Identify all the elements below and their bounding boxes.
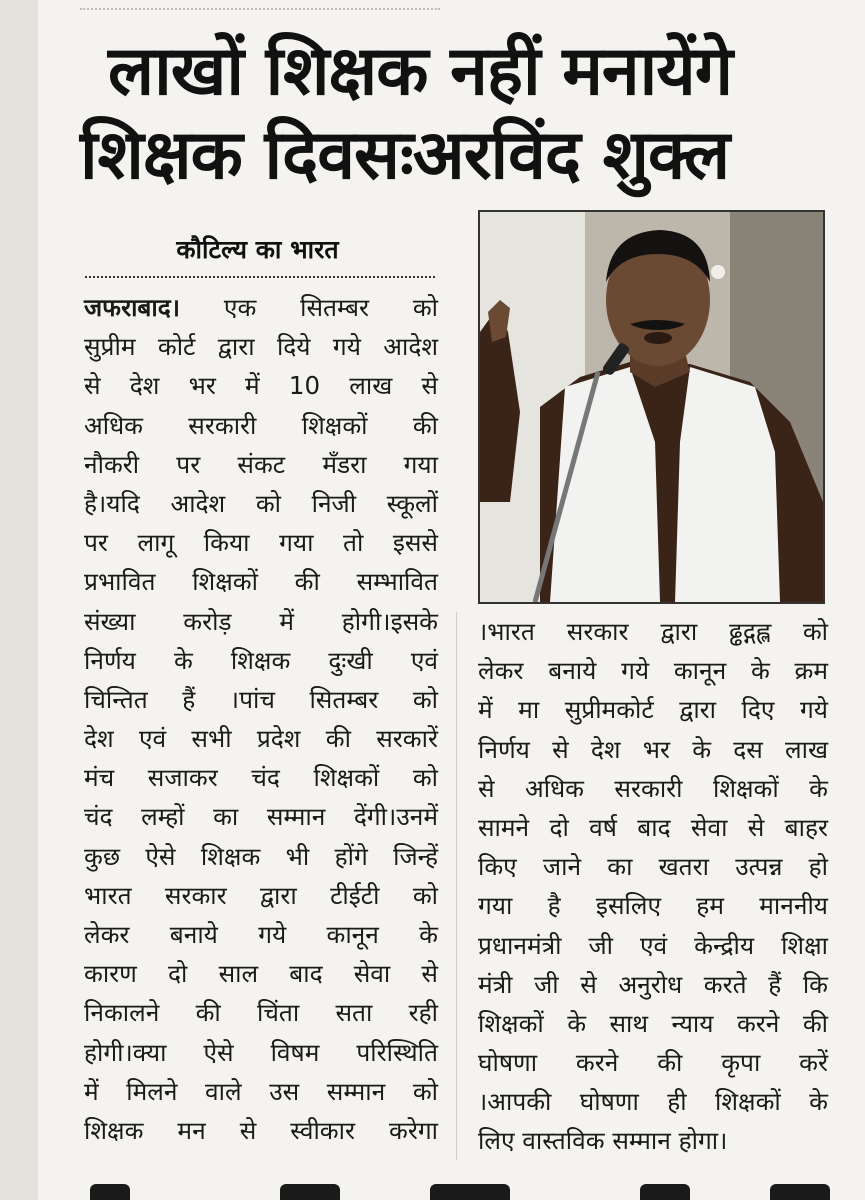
article-line: घोषणा करने की कृपा करें: [478, 1048, 828, 1078]
article-line: है।यदि आदेश को निजी स्कूलों: [84, 488, 438, 518]
article-line: निकालने की चिंता सता रही: [84, 998, 438, 1028]
column-divider: [456, 612, 457, 1160]
article-line: भारत सरकार द्वारा टीईटी को: [84, 880, 438, 910]
headline: [80, 30, 840, 198]
article-line: कारण दो साल बाद सेवा से: [84, 959, 438, 989]
byline: कौटिल्य का भारत: [176, 235, 339, 264]
article-line: निर्णय से देश भर के दस लाख: [478, 734, 829, 764]
speaker-photo-icon: [480, 212, 823, 602]
article-line: लेकर बनाये गये कानून के: [84, 920, 438, 949]
article-line: में मिलने वाले उस सम्मान को: [84, 1076, 438, 1106]
article-line: निर्णय के शिक्षक दुःखी एवं: [84, 645, 438, 675]
previous-article-edge: [80, 0, 440, 10]
headline-line-1: लाखों शिक्षक नहीं मनायेंगे: [108, 32, 733, 111]
article-line: चंद लम्हों का सम्मान देंगी।उनमें: [84, 802, 438, 832]
article-column-left: [84, 288, 438, 1150]
article-line: पर लागू किया गया तो इससे: [84, 528, 438, 558]
article-line: सामने दो वर्ष बाद सेवा से बाहर: [478, 812, 828, 842]
article-line: प्रभावित शिक्षकों की सम्भावित: [84, 567, 438, 597]
article-line: अधिक सरकारी शिक्षकों की: [84, 410, 438, 440]
article-line-text: एक सितम्बर को: [180, 293, 438, 322]
next-headline-edge: [80, 1178, 840, 1200]
article-line: संख्या करोड़ में होगी।इसके: [84, 606, 438, 636]
headline-line-2: शिक्षक दिवसःअरविंद शुक्ल: [80, 116, 730, 195]
article-line: लिए वास्तविक सम्मान होगा।: [478, 1126, 728, 1156]
article-line: से अधिक सरकारी शिक्षकों के: [478, 773, 828, 803]
article-line: ।भारत सरकार द्वारा ढ्ढद्गह्ल को: [478, 617, 828, 646]
speaker-photo: [478, 210, 825, 604]
article-line: [84, 288, 438, 327]
article-line: से देश भर में 10 लाख से: [84, 371, 438, 401]
article-line: गया है इसलिए हम माननीय: [478, 891, 828, 921]
article-line: देश एवं सभी प्रदेश की सरकारें: [84, 724, 438, 754]
article-line: शिक्षकों के साथ न्याय करने की: [478, 1008, 828, 1038]
dateline: जफराबाद।: [84, 293, 181, 322]
article-line: शिक्षक मन से स्वीकार करेगा: [84, 1115, 438, 1145]
article-line: मंच सजाकर चंद शिक्षकों को: [84, 763, 438, 793]
article-line: मंत्री जी से अनुरोध करते हैं कि: [478, 969, 828, 999]
article-line: चिन्तित हैं ।पांच सितम्बर को: [84, 684, 438, 714]
article-line: नौकरी पर संकट मँडरा गया: [84, 449, 438, 479]
article-line: प्रधानमंत्री जी एवं केन्द्रीय शिक्षा: [478, 930, 828, 960]
page-left-margin: [0, 0, 38, 1200]
article-line: किए जाने का खतरा उत्पन्न हो: [478, 852, 828, 882]
article-line: कुछ ऐसे शिक्षक भी होंगे जिन्हें: [84, 841, 438, 871]
article-line: होगी।क्या ऐसे विषम परिस्थिति: [84, 1037, 438, 1067]
byline-divider: [85, 276, 435, 278]
article-line: ।आपकी घोषणा ही शिक्षकों के: [478, 1087, 828, 1117]
article-line: लेकर बनाये गये कानून के क्रम: [478, 656, 828, 686]
article-column-right: [478, 612, 828, 1161]
article-line: में मा सुप्रीमकोर्ट द्वारा दिए गये: [478, 695, 828, 725]
article-line: सुप्रीम कोर्ट द्वारा दिये गये आदेश: [84, 332, 438, 362]
